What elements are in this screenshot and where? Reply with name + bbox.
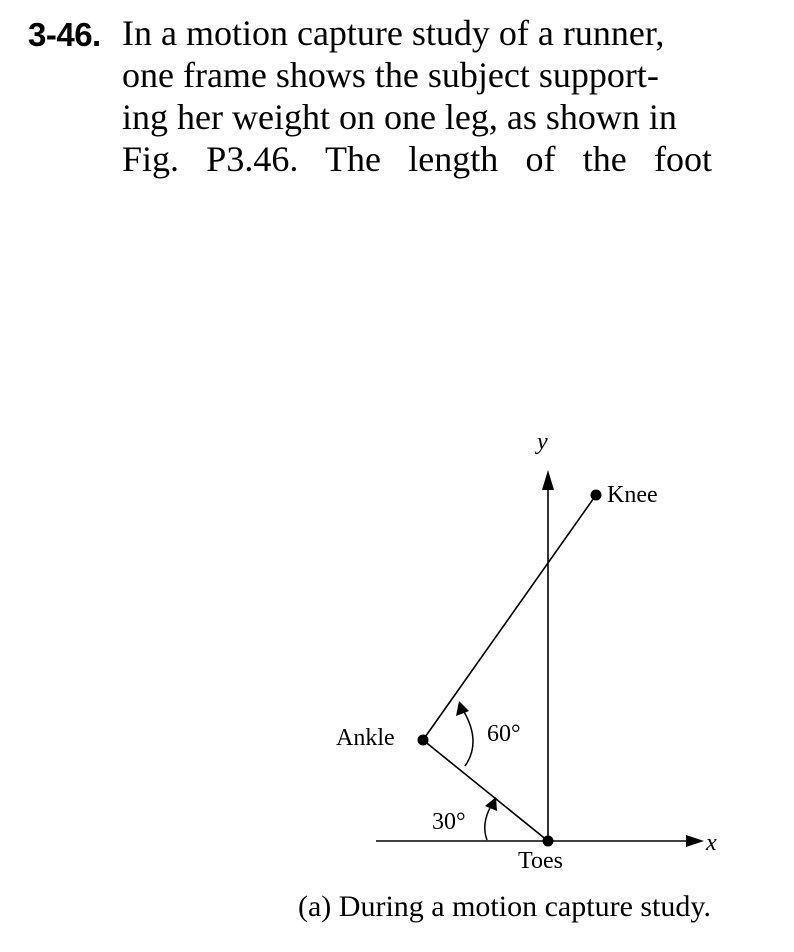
ankle-point [418, 735, 429, 746]
knee-point [591, 490, 602, 501]
toes-point [543, 836, 554, 847]
y-axis-label: y [537, 429, 548, 455]
x-axis-label: x [706, 830, 717, 856]
knee-label: Knee [607, 482, 658, 508]
angle-30-arc [485, 806, 491, 840]
problem-text-line-2: one frame shows the subject support- [122, 55, 659, 95]
angle-30-label: 30° [432, 809, 466, 835]
angle-30-arrowhead [485, 797, 497, 811]
y-axis-arrowhead [542, 470, 554, 490]
x-axis-arrowhead [686, 835, 704, 847]
angle-60-arrowhead [456, 701, 469, 716]
angle-60-arc [463, 710, 473, 766]
figure-caption: (a) During a motion capture study. [298, 890, 711, 923]
problem-text-line-1: In a motion capture study of a runner, [122, 13, 665, 53]
problem-text-line-3: ing her weight on one leg, as shown in [122, 97, 677, 137]
ankle-label: Ankle [336, 725, 395, 751]
toes-label: Toes [518, 848, 563, 874]
problem-number: 3-46. [28, 16, 101, 53]
problem-text-line-4: Fig. P3.46. The length of the foot [122, 139, 712, 179]
angle-60-label: 60° [487, 721, 521, 747]
shin-segment [423, 495, 596, 740]
